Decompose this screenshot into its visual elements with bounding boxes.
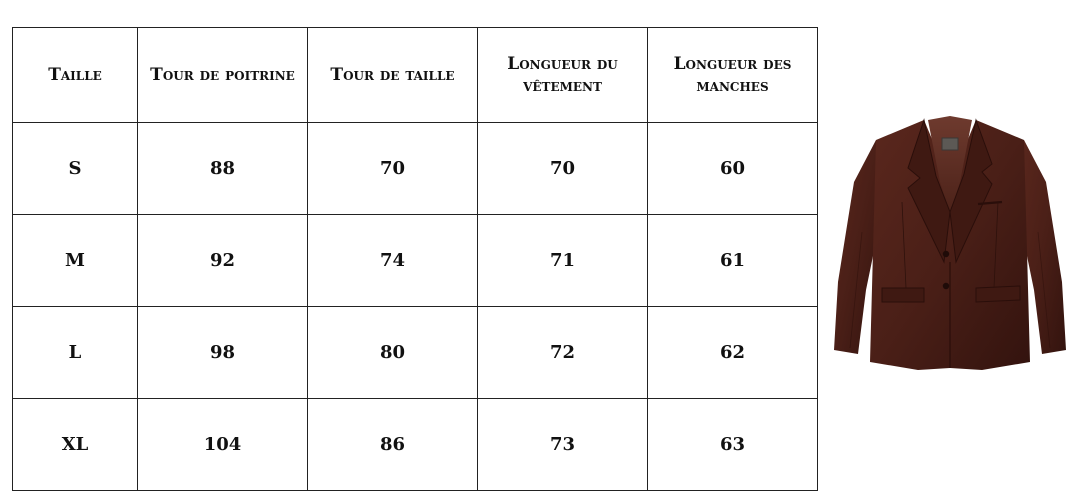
table-row [13, 123, 818, 215]
cell-size: M [13, 215, 138, 307]
cell-length: 70 [478, 123, 648, 215]
header-longueur-du-vetement: Longueur du vêtement [478, 28, 648, 123]
cell-size: XL [13, 399, 138, 491]
cell-size: S [13, 123, 138, 215]
header-row [13, 28, 818, 123]
cell-sleeve: 61 [648, 215, 818, 307]
table-row [13, 215, 818, 307]
header-taille: Taille [13, 28, 138, 123]
blazer-jacket-icon [832, 112, 1068, 374]
cell-sleeve: 60 [648, 123, 818, 215]
cell-waist: 80 [308, 307, 478, 399]
cell-sleeve: 63 [648, 399, 818, 491]
blazer-jacket-image [832, 112, 1068, 374]
header-tour-de-poitrine: Tour de poitrine [138, 28, 308, 123]
cell-chest: 88 [138, 123, 308, 215]
cell-size: L [13, 307, 138, 399]
table-row [13, 307, 818, 399]
size-chart-table [12, 27, 818, 491]
cell-length: 71 [478, 215, 648, 307]
header-longueur-des-manches: Longueur des manches [648, 28, 818, 123]
header-tour-de-taille: Tour de taille [308, 28, 478, 123]
cell-chest: 92 [138, 215, 308, 307]
cell-waist: 74 [308, 215, 478, 307]
cell-length: 73 [478, 399, 648, 491]
cell-chest: 98 [138, 307, 308, 399]
cell-chest: 104 [138, 399, 308, 491]
cell-waist: 86 [308, 399, 478, 491]
cell-length: 72 [478, 307, 648, 399]
cell-sleeve: 62 [648, 307, 818, 399]
table-row [13, 399, 818, 491]
cell-waist: 70 [308, 123, 478, 215]
